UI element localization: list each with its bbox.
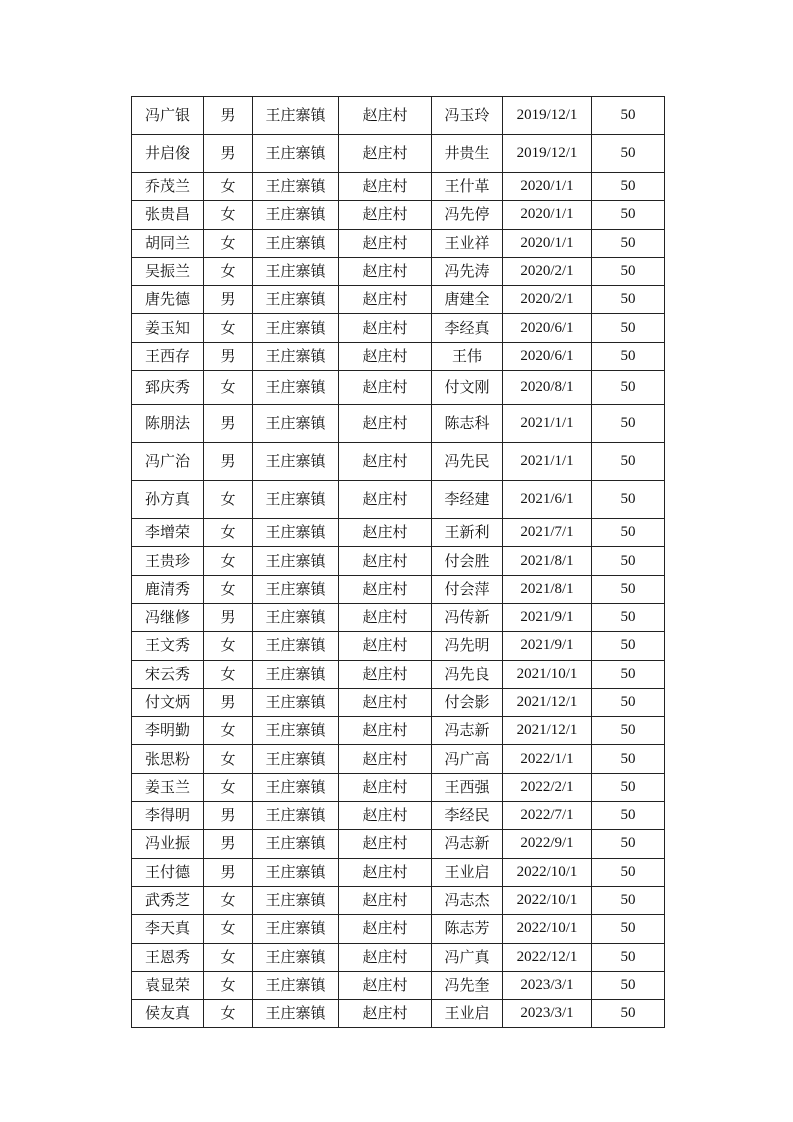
town-cell: 王庄寨镇 [253,971,339,999]
gender-cell: 女 [204,1000,253,1028]
date-cell: 2021/9/1 [503,632,592,660]
date-cell: 2023/3/1 [503,1000,592,1028]
amount-cell: 50 [592,717,665,745]
date-cell: 2022/12/1 [503,943,592,971]
contact-cell: 冯先民 [432,443,503,481]
name-cell: 吴振兰 [132,257,204,285]
amount-cell: 50 [592,688,665,716]
town-cell: 王庄寨镇 [253,660,339,688]
name-cell: 陈朋法 [132,405,204,443]
contact-cell: 冯先明 [432,632,503,660]
amount-cell: 50 [592,858,665,886]
amount-cell: 50 [592,773,665,801]
amount-cell: 50 [592,135,665,173]
village-cell: 赵庄村 [339,201,432,229]
name-cell: 冯广银 [132,97,204,135]
gender-cell: 女 [204,547,253,575]
amount-cell: 50 [592,886,665,914]
town-cell: 王庄寨镇 [253,858,339,886]
table-row [132,830,665,858]
contact-cell: 冯先停 [432,201,503,229]
amount-cell: 50 [592,257,665,285]
town-cell: 王庄寨镇 [253,229,339,257]
table-row [132,173,665,201]
village-cell: 赵庄村 [339,371,432,405]
town-cell: 王庄寨镇 [253,717,339,745]
village-cell: 赵庄村 [339,632,432,660]
town-cell: 王庄寨镇 [253,632,339,660]
date-cell: 2021/1/1 [503,405,592,443]
name-cell: 郅庆秀 [132,371,204,405]
table-row [132,519,665,547]
amount-cell: 50 [592,830,665,858]
village-cell: 赵庄村 [339,173,432,201]
village-cell: 赵庄村 [339,342,432,370]
town-cell: 王庄寨镇 [253,314,339,342]
table-row [132,688,665,716]
name-cell: 张贵昌 [132,201,204,229]
date-cell: 2020/2/1 [503,286,592,314]
village-cell: 赵庄村 [339,481,432,519]
contact-cell: 井贵生 [432,135,503,173]
name-cell: 唐先德 [132,286,204,314]
gender-cell: 女 [204,745,253,773]
table-row [132,443,665,481]
gender-cell: 女 [204,660,253,688]
date-cell: 2022/1/1 [503,745,592,773]
amount-cell: 50 [592,745,665,773]
name-cell: 胡同兰 [132,229,204,257]
village-cell: 赵庄村 [339,135,432,173]
name-cell: 武秀芝 [132,886,204,914]
contact-cell: 李经民 [432,802,503,830]
contact-cell: 冯玉玲 [432,97,503,135]
gender-cell: 女 [204,632,253,660]
gender-cell: 男 [204,286,253,314]
amount-cell: 50 [592,229,665,257]
town-cell: 王庄寨镇 [253,257,339,285]
table-row [132,717,665,745]
gender-cell: 女 [204,314,253,342]
table-row [132,660,665,688]
amount-cell: 50 [592,443,665,481]
name-cell: 姜玉兰 [132,773,204,801]
town-cell: 王庄寨镇 [253,915,339,943]
contact-cell: 李经建 [432,481,503,519]
town-cell: 王庄寨镇 [253,745,339,773]
town-cell: 王庄寨镇 [253,1000,339,1028]
record-table-body [132,97,665,1028]
amount-cell: 50 [592,575,665,603]
town-cell: 王庄寨镇 [253,943,339,971]
town-cell: 王庄寨镇 [253,286,339,314]
village-cell: 赵庄村 [339,519,432,547]
gender-cell: 男 [204,603,253,631]
contact-cell: 冯先良 [432,660,503,688]
name-cell: 王贵珍 [132,547,204,575]
contact-cell: 王伟 [432,342,503,370]
table-row [132,971,665,999]
gender-cell: 女 [204,915,253,943]
table-row [132,1000,665,1028]
amount-cell: 50 [592,97,665,135]
contact-cell: 王业启 [432,1000,503,1028]
village-cell: 赵庄村 [339,971,432,999]
record-table [131,96,665,1028]
table-row [132,481,665,519]
amount-cell: 50 [592,342,665,370]
amount-cell: 50 [592,1000,665,1028]
amount-cell: 50 [592,802,665,830]
gender-cell: 女 [204,481,253,519]
table-row [132,547,665,575]
town-cell: 王庄寨镇 [253,688,339,716]
gender-cell: 女 [204,257,253,285]
date-cell: 2021/9/1 [503,603,592,631]
amount-cell: 50 [592,547,665,575]
amount-cell: 50 [592,481,665,519]
date-cell: 2019/12/1 [503,97,592,135]
amount-cell: 50 [592,286,665,314]
table-row [132,405,665,443]
date-cell: 2021/8/1 [503,547,592,575]
date-cell: 2021/8/1 [503,575,592,603]
village-cell: 赵庄村 [339,688,432,716]
contact-cell: 冯传新 [432,603,503,631]
gender-cell: 男 [204,135,253,173]
date-cell: 2022/10/1 [503,886,592,914]
date-cell: 2021/10/1 [503,660,592,688]
date-cell: 2022/9/1 [503,830,592,858]
table-row [132,802,665,830]
date-cell: 2020/6/1 [503,342,592,370]
village-cell: 赵庄村 [339,286,432,314]
name-cell: 王文秀 [132,632,204,660]
village-cell: 赵庄村 [339,443,432,481]
town-cell: 王庄寨镇 [253,405,339,443]
contact-cell: 王业启 [432,858,503,886]
table-row [132,858,665,886]
date-cell: 2020/1/1 [503,201,592,229]
village-cell: 赵庄村 [339,547,432,575]
amount-cell: 50 [592,201,665,229]
name-cell: 侯友真 [132,1000,204,1028]
gender-cell: 女 [204,773,253,801]
table-row [132,342,665,370]
amount-cell: 50 [592,632,665,660]
gender-cell: 女 [204,229,253,257]
table-row [132,915,665,943]
town-cell: 王庄寨镇 [253,173,339,201]
date-cell: 2022/10/1 [503,915,592,943]
date-cell: 2020/1/1 [503,173,592,201]
contact-cell: 唐建全 [432,286,503,314]
town-cell: 王庄寨镇 [253,481,339,519]
village-cell: 赵庄村 [339,660,432,688]
village-cell: 赵庄村 [339,886,432,914]
gender-cell: 女 [204,971,253,999]
date-cell: 2019/12/1 [503,135,592,173]
contact-cell: 陈志科 [432,405,503,443]
contact-cell: 付文刚 [432,371,503,405]
date-cell: 2021/6/1 [503,481,592,519]
date-cell: 2020/6/1 [503,314,592,342]
village-cell: 赵庄村 [339,405,432,443]
contact-cell: 冯先涛 [432,257,503,285]
town-cell: 王庄寨镇 [253,97,339,135]
table-row [132,97,665,135]
gender-cell: 女 [204,371,253,405]
table-row [132,943,665,971]
gender-cell: 男 [204,97,253,135]
name-cell: 冯继修 [132,603,204,631]
town-cell: 王庄寨镇 [253,547,339,575]
table-row [132,371,665,405]
date-cell: 2020/8/1 [503,371,592,405]
date-cell: 2021/1/1 [503,443,592,481]
table-row [132,229,665,257]
name-cell: 王恩秀 [132,943,204,971]
gender-cell: 男 [204,342,253,370]
village-cell: 赵庄村 [339,915,432,943]
gender-cell: 女 [204,173,253,201]
village-cell: 赵庄村 [339,773,432,801]
contact-cell: 付会影 [432,688,503,716]
contact-cell: 王西强 [432,773,503,801]
village-cell: 赵庄村 [339,802,432,830]
name-cell: 李增荣 [132,519,204,547]
gender-cell: 男 [204,830,253,858]
contact-cell: 付会胜 [432,547,503,575]
name-cell: 李得明 [132,802,204,830]
amount-cell: 50 [592,943,665,971]
name-cell: 付文炳 [132,688,204,716]
gender-cell: 女 [204,886,253,914]
date-cell: 2020/2/1 [503,257,592,285]
town-cell: 王庄寨镇 [253,371,339,405]
village-cell: 赵庄村 [339,943,432,971]
town-cell: 王庄寨镇 [253,773,339,801]
village-cell: 赵庄村 [339,717,432,745]
date-cell: 2021/12/1 [503,688,592,716]
village-cell: 赵庄村 [339,745,432,773]
table-row [132,886,665,914]
village-cell: 赵庄村 [339,575,432,603]
village-cell: 赵庄村 [339,858,432,886]
name-cell: 宋云秀 [132,660,204,688]
date-cell: 2022/10/1 [503,858,592,886]
town-cell: 王庄寨镇 [253,575,339,603]
contact-cell: 王什革 [432,173,503,201]
contact-cell: 王业祥 [432,229,503,257]
town-cell: 王庄寨镇 [253,802,339,830]
gender-cell: 男 [204,405,253,443]
village-cell: 赵庄村 [339,1000,432,1028]
amount-cell: 50 [592,405,665,443]
amount-cell: 50 [592,371,665,405]
gender-cell: 女 [204,201,253,229]
village-cell: 赵庄村 [339,229,432,257]
gender-cell: 女 [204,943,253,971]
contact-cell: 陈志芳 [432,915,503,943]
amount-cell: 50 [592,915,665,943]
gender-cell: 男 [204,858,253,886]
contact-cell: 冯广高 [432,745,503,773]
table-row [132,286,665,314]
contact-cell: 冯志杰 [432,886,503,914]
table-row [132,773,665,801]
date-cell: 2021/12/1 [503,717,592,745]
contact-cell: 冯先奎 [432,971,503,999]
date-cell: 2021/7/1 [503,519,592,547]
table-row [132,575,665,603]
name-cell: 王付德 [132,858,204,886]
village-cell: 赵庄村 [339,830,432,858]
name-cell: 井启俊 [132,135,204,173]
name-cell: 张思粉 [132,745,204,773]
amount-cell: 50 [592,314,665,342]
name-cell: 姜玉知 [132,314,204,342]
town-cell: 王庄寨镇 [253,443,339,481]
name-cell: 冯广治 [132,443,204,481]
amount-cell: 50 [592,603,665,631]
table-row [132,201,665,229]
date-cell: 2020/1/1 [503,229,592,257]
name-cell: 乔茂兰 [132,173,204,201]
table-row [132,257,665,285]
contact-cell: 付会萍 [432,575,503,603]
village-cell: 赵庄村 [339,314,432,342]
village-cell: 赵庄村 [339,257,432,285]
contact-cell: 李经真 [432,314,503,342]
town-cell: 王庄寨镇 [253,830,339,858]
town-cell: 王庄寨镇 [253,886,339,914]
amount-cell: 50 [592,173,665,201]
town-cell: 王庄寨镇 [253,201,339,229]
name-cell: 鹿清秀 [132,575,204,603]
gender-cell: 男 [204,802,253,830]
name-cell: 孙方真 [132,481,204,519]
date-cell: 2022/2/1 [503,773,592,801]
contact-cell: 冯志新 [432,830,503,858]
town-cell: 王庄寨镇 [253,519,339,547]
village-cell: 赵庄村 [339,97,432,135]
date-cell: 2022/7/1 [503,802,592,830]
contact-cell: 冯志新 [432,717,503,745]
gender-cell: 女 [204,575,253,603]
table-row [132,745,665,773]
name-cell: 王西存 [132,342,204,370]
contact-cell: 冯广真 [432,943,503,971]
village-cell: 赵庄村 [339,603,432,631]
town-cell: 王庄寨镇 [253,342,339,370]
amount-cell: 50 [592,660,665,688]
name-cell: 李明勤 [132,717,204,745]
name-cell: 李天真 [132,915,204,943]
table-row [132,603,665,631]
amount-cell: 50 [592,971,665,999]
gender-cell: 男 [204,443,253,481]
name-cell: 袁显荣 [132,971,204,999]
table-row [132,135,665,173]
table-row [132,314,665,342]
date-cell: 2023/3/1 [503,971,592,999]
town-cell: 王庄寨镇 [253,135,339,173]
gender-cell: 男 [204,688,253,716]
contact-cell: 王新利 [432,519,503,547]
name-cell: 冯业振 [132,830,204,858]
gender-cell: 女 [204,519,253,547]
gender-cell: 女 [204,717,253,745]
town-cell: 王庄寨镇 [253,603,339,631]
amount-cell: 50 [592,519,665,547]
table-row [132,632,665,660]
